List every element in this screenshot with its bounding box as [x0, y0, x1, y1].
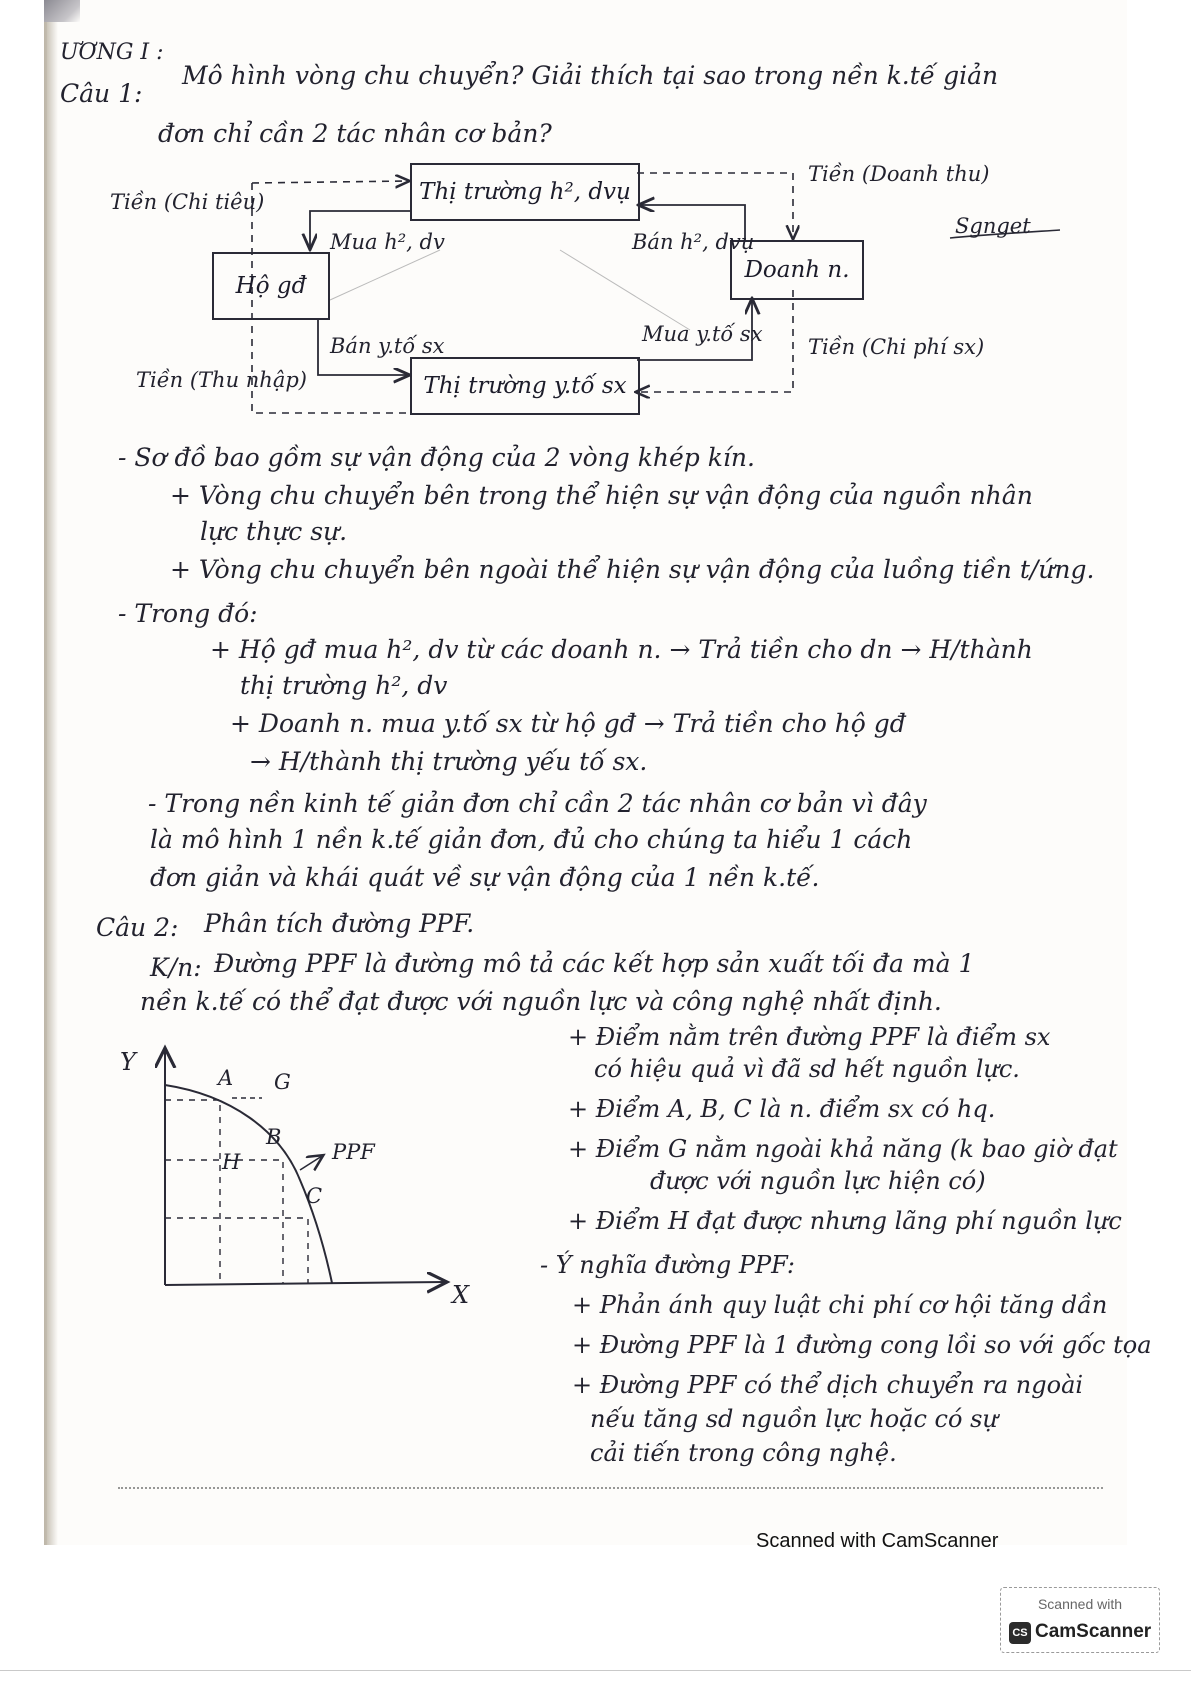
meaning-line: cải tiến trong công nghệ.	[590, 1439, 897, 1467]
bottom-divider	[0, 1670, 1191, 1671]
meaning-line: + Đường PPF là 1 đường cong lồi so với gốc tọa	[572, 1331, 1152, 1359]
money-cost-label: Tiền (Chi phí sx)	[808, 335, 985, 359]
question-1-line-1: Mô hình vòng chu chuyển? Giải thích tại sao trong nền k.tế giản	[182, 61, 999, 90]
body-line: → H/thành thị trường yếu tố sx.	[250, 747, 648, 776]
meaning-line: + Đường PPF có thể dịch chuyển ra ngoài	[572, 1371, 1084, 1399]
note-line: có hiệu quả vì đã sd hết nguồn lực.	[594, 1055, 1020, 1083]
sell-factors-label: Bán y.tố sx	[330, 334, 445, 358]
ppf-shift-arrow	[300, 1156, 322, 1170]
note-line: + Điểm H đạt được nhưng lãng phí nguồn lực	[568, 1207, 1122, 1235]
meaning-line: nếu tăng sd nguồn lực hoặc có sự	[590, 1405, 998, 1433]
point-c-label: C	[306, 1184, 323, 1208]
faint-bottom-scribble	[118, 1487, 1103, 1499]
money-income-label: Tiền (Thu nhập)	[136, 368, 307, 392]
note-line: được với nguồn lực hiện có)	[650, 1167, 986, 1195]
goods-market-label: Thị trường h², dvụ	[419, 179, 631, 205]
stamp-brand-text: CamScanner	[1035, 1621, 1152, 1642]
x-axis-label: X	[452, 1281, 470, 1309]
x-axis	[165, 1282, 445, 1285]
body-line: đơn giản và khái quát về sự vận động của 1 nền k.tế.	[150, 863, 820, 892]
question-1-line-2: đơn chỉ cần 2 tác nhân cơ bản?	[158, 119, 552, 148]
definition-line: Đường PPF là đường mô tả các kết hợp sản xuất tối đa mà 1	[214, 949, 975, 978]
buy-goods-label: Mua h², dv	[330, 230, 445, 254]
note-line: + Điểm nằm trên đường PPF là điểm sx	[568, 1023, 1051, 1051]
camscanner-stamp	[1000, 1587, 1160, 1653]
question-2-title: Phân tích đường PPF.	[204, 909, 475, 938]
y-axis-label: Y	[120, 1048, 136, 1076]
buy-factors-label: Mua y.tố sx	[642, 322, 763, 346]
money-spend-label: Tiền (Chi tiêu)	[110, 190, 265, 214]
body-line: là mô hình 1 nền k.tế giản đơn, đủ cho chúng ta hiểu 1 cách	[150, 825, 913, 854]
point-g-label: G	[274, 1070, 291, 1094]
definition-line: nền k.tế có thể đạt được với nguồn lực và công nghệ nhất định.	[140, 987, 942, 1016]
factor-market-label: Thị trường y.tố sx	[423, 373, 627, 399]
point-h-label: H	[222, 1150, 241, 1174]
body-line: + Vòng chu chuyển bên ngoài thể hiện sự vận động của luồng tiền t/ứng.	[170, 555, 1095, 584]
question-1-label: Câu 1:	[60, 79, 143, 108]
body-line: - Trong đó:	[118, 599, 258, 628]
sell-goods-label: Bán h², dvụ	[632, 230, 755, 254]
body-line: - Sơ đồ bao gồm sự vận động của 2 vòng khép kín.	[118, 443, 755, 472]
question-2-label: Câu 2:	[96, 913, 179, 942]
body-line: + Hộ gđ mua h², dv từ các doanh n. → Trả tiền cho dn → H/thành	[210, 635, 1033, 664]
stamp-top-text: Scanned with	[1037, 1596, 1123, 1612]
signature: Sgnget	[955, 214, 1031, 238]
scanned-with-text: Scanned with CamScanner	[756, 1530, 999, 1552]
meaning-title: - Ý nghĩa đường PPF:	[540, 1251, 795, 1279]
definition-label: K/n:	[150, 953, 202, 982]
guide-b	[165, 1160, 283, 1283]
body-line: lực thực sự.	[200, 517, 348, 546]
guide-a	[165, 1100, 220, 1283]
money-revenue-label: Tiền (Doanh thu)	[808, 162, 990, 186]
households-label: Hộ gđ	[235, 273, 307, 299]
camscanner-logo-icon: CS	[1009, 1622, 1031, 1644]
body-line: - Trong nền kinh tế giản đơn chỉ cần 2 tác nhân cơ bản vì đây	[148, 789, 927, 818]
ppf-curve-label: PPF	[332, 1140, 375, 1164]
chapter-heading: ƯƠNG I :	[60, 40, 164, 65]
point-a-label: A	[218, 1066, 234, 1090]
note-line: + Điểm A, B, C là n. điểm sx có hq.	[568, 1095, 996, 1123]
meaning-line: + Phản ánh quy luật chi phí cơ hội tăng dần	[572, 1291, 1108, 1319]
point-b-label: B	[266, 1125, 282, 1149]
guide-c	[165, 1218, 308, 1283]
body-line: + Vòng chu chuyển bên trong thể hiện sự vận động của nguồn nhân	[170, 481, 1033, 510]
body-line: + Doanh n. mua y.tố sx từ hộ gđ → Trả tiền cho hộ gđ	[230, 709, 906, 738]
note-line: + Điểm G nằm ngoài khả năng (k bao giờ đạt	[568, 1135, 1118, 1163]
body-line: thị trường h², dv	[240, 671, 448, 700]
firms-label: Doanh n.	[744, 257, 850, 283]
